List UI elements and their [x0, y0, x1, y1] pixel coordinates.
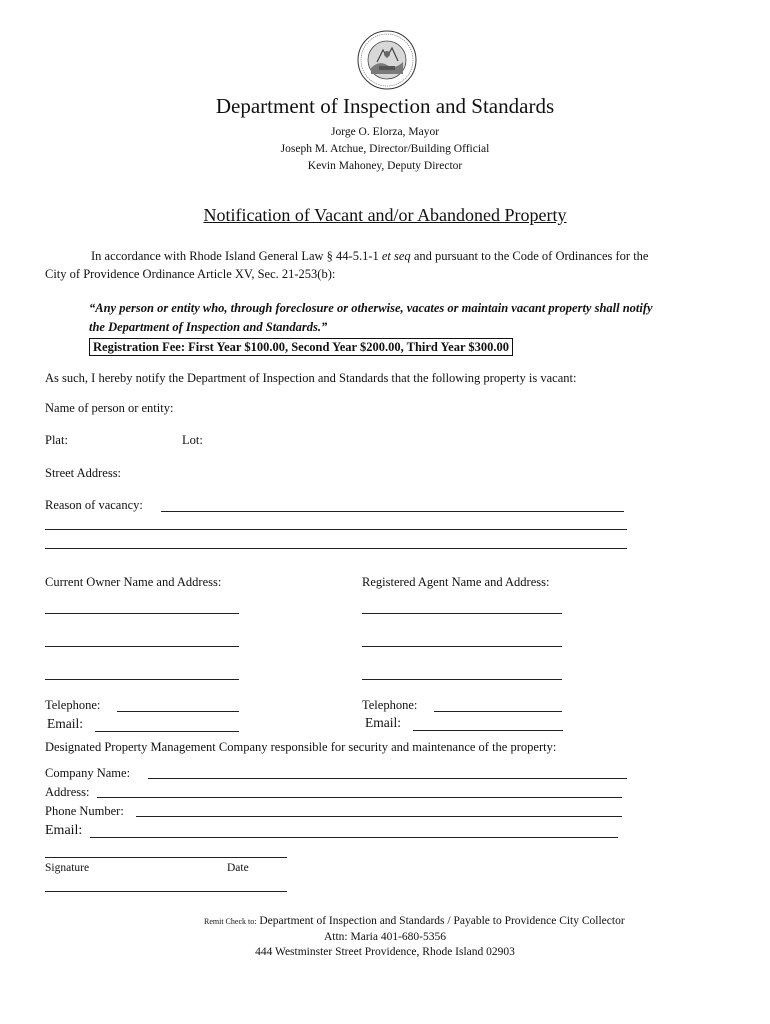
reason-line-3[interactable]: [45, 548, 627, 549]
owner-telephone-label: Telephone:: [45, 698, 101, 712]
date-label: Date: [227, 862, 249, 874]
date-line[interactable]: [45, 891, 287, 892]
remit-line: Remit Check to: Department of Inspection and Standards / Payable to Providence City Collector: [204, 915, 625, 927]
owner-address-line-1[interactable]: [45, 613, 239, 614]
plat-label: Plat:: [45, 433, 68, 447]
name-label: Name of person or entity:: [45, 401, 174, 415]
director-line: Joseph M. Atchue, Director/Building Official: [280, 143, 490, 155]
management-statement: Designated Property Management Company responsible for security and maintenance of the property:: [45, 740, 557, 754]
deputy-line: Kevin Mahoney, Deputy Director: [307, 160, 463, 172]
city-seal-logo: [357, 30, 417, 90]
company-name-label: Company Name:: [45, 766, 131, 780]
agent-heading: Registered Agent Name and Address:: [362, 575, 550, 589]
company-email-label: Email:: [45, 823, 83, 838]
agent-email-label: Email:: [365, 715, 401, 730]
agent-telephone-label: Telephone:: [362, 698, 418, 712]
company-phone-field[interactable]: [136, 816, 622, 817]
agent-address-line-3[interactable]: [362, 679, 562, 680]
registration-fee-box: Registration Fee: First Year $100.00, Second Year $200.00, Third Year $300.00: [89, 338, 513, 356]
company-address-label: Address:: [45, 785, 90, 799]
attn-line: Attn: Maria 401-680-5356: [323, 931, 446, 943]
reason-label: Reason of vacancy:: [45, 498, 143, 512]
form-title: Notification of Vacant and/or Abandoned Property: [203, 205, 567, 225]
remit-label: Remit Check to:: [204, 917, 257, 926]
address-line: 444 Westminster Street Providence, Rhode Island 02903: [255, 946, 515, 958]
agent-address-line-2[interactable]: [362, 646, 562, 647]
company-name-field[interactable]: [148, 778, 627, 779]
owner-address-line-3[interactable]: [45, 679, 239, 680]
street-label: Street Address:: [45, 466, 122, 480]
owner-email-label: Email:: [47, 716, 83, 731]
signature-label: Signature: [45, 862, 90, 874]
company-phone-label: Phone Number:: [45, 804, 124, 818]
agent-email-field[interactable]: [413, 730, 563, 731]
reason-line-1[interactable]: [161, 511, 624, 512]
intro-line-1: In accordance with Rhode Island General Law § 44-5.1-1 et seq and pursuant to the Code of Ordinances for the: [91, 249, 649, 263]
company-address-field[interactable]: [97, 797, 622, 798]
owner-heading: Current Owner Name and Address:: [45, 575, 222, 589]
intro-line-2: City of Providence Ordinance Article XV, Sec. 21-253(b):: [45, 267, 336, 281]
company-email-field[interactable]: [90, 837, 618, 838]
reason-line-2[interactable]: [45, 529, 627, 530]
mayor-line: Jorge O. Elorza, Mayor: [330, 126, 440, 138]
agent-address-line-1[interactable]: [362, 613, 562, 614]
owner-address-line-2[interactable]: [45, 646, 239, 647]
owner-telephone-field[interactable]: [117, 711, 239, 712]
agent-telephone-field[interactable]: [434, 711, 562, 712]
department-title: Department of Inspection and Standards: [215, 94, 555, 118]
signature-line[interactable]: [45, 857, 287, 858]
quote-line-2: the Department of Inspection and Standards.”: [89, 320, 328, 334]
lot-label: Lot:: [182, 433, 203, 447]
quote-line-1: “Any person or entity who, through foreclosure or otherwise, vacates or maintain vacant property shall notify: [89, 301, 653, 315]
owner-email-field[interactable]: [95, 731, 239, 732]
notify-statement: As such, I hereby notify the Department of Inspection and Standards that the following property is vacant:: [45, 371, 577, 385]
